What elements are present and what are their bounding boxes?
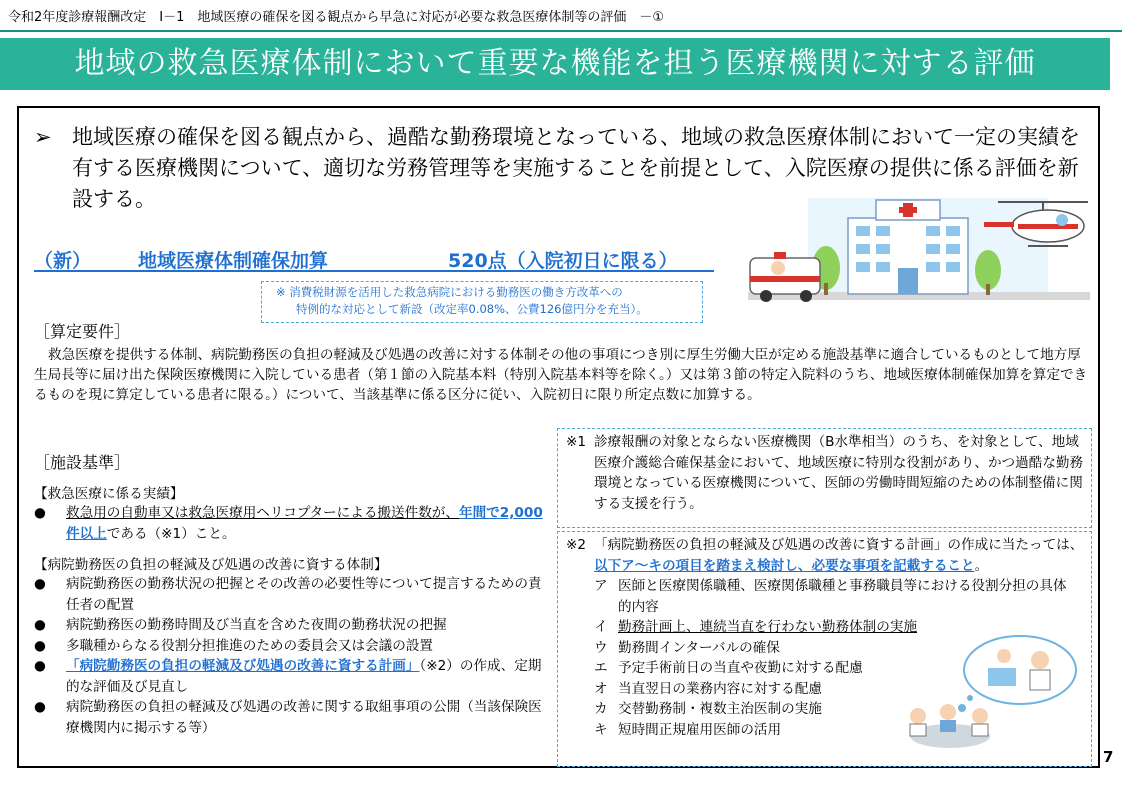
intro-text: 地域医療の確保を図る観点から、過酷な勤務環境となっている、地域の救急医療体制において一定の実績を有する医療機関について、適切な労務管理等を実施することを前提として、入院医療の提供に係る評価を新設する。 <box>72 125 1080 211</box>
ambulance-icon <box>750 252 820 302</box>
funding-note-line-1: ※ 消費税財源を活用した救急病院における勤務医の働き方改革への <box>276 285 623 299</box>
burden-subhead: 【病院勤務医の負担の軽減及び処遇の改善に資する体制】 <box>34 557 388 573</box>
item-text: 勤務間インターバルの確保 <box>618 639 780 656</box>
bullet-icon: ● <box>34 637 46 654</box>
list-item <box>594 576 1068 617</box>
note1-mark: ※1 <box>566 434 587 450</box>
requirements-body: 救急医療を提供する体制、病院勤務医の負担の軽減及び処遇の改善に対する体制その他の事項につき別に厚生労働大臣が定める施設基準に適合しているものとして地方厚生局長等に届け出た保険医療機関に入院している患者（第１節の入院基本料（特別入院基本料等を除く。）又は第３節の特定入院料のうち、地域医療体制確保加算を算定できるものを現に算定している患者に限る。）について、当該基準に係る区分に従い、入院初日に限り所定点数に加算する。 <box>34 347 1088 403</box>
requirements-label: ［算定要件］ <box>34 322 131 341</box>
addon-title <box>34 246 714 272</box>
requirements-text <box>34 345 1094 405</box>
list-item <box>34 574 546 615</box>
bullet-icon: ● <box>34 699 46 715</box>
burden-item-last: 病院勤務医の負担の軽減及び処遇の改善に関する取組事項の公開（当該保険医療機関内に掲示する等） <box>66 699 542 736</box>
item-text: 予定手術前日の当直や夜勤に対する配慮 <box>618 660 863 676</box>
list-item <box>34 636 546 657</box>
emergency-item-b: 年間で2,000件以上 <box>66 505 543 542</box>
emergency-item-c: である（※1）こと。 <box>106 525 236 542</box>
breadcrumb: 令和2年度診療報酬改定 Ⅰ－1 地域医療の確保を図る観点から早急に対応が必要な救急医療体制等の評価 －① <box>8 10 665 25</box>
item-text: 当直翌日の業務内容に対する配慮 <box>618 680 822 697</box>
item-text: 勤務計画上、連続当直を行わない勤務体制の実施 <box>618 619 918 635</box>
note1-text: 診療報酬の対象とならない医療機関（B水準相当）のうち、を対象として、地域医療介護総合確保基金において、地域医療に特別な役割があり、かつ過酷な勤務環境となっている医療機関について、医師の労働時間短縮のための体制整備に関する支援を行う。 <box>594 434 1084 512</box>
bullet-icon: ● <box>34 617 46 633</box>
list-item <box>34 656 546 697</box>
note2-mark: ※2 <box>566 537 587 553</box>
bullet-icon: ● <box>34 658 46 674</box>
standards-label: ［施設基準］ <box>34 453 131 472</box>
burden-item-1: 病院勤務医の勤務状況の把握とその改善の必要性等について提言するための責任者の配置 <box>66 576 542 613</box>
note2-text-c: 。 <box>974 557 989 574</box>
item-text: 短時間正規雇用医師の活用 <box>618 721 782 738</box>
note2-lead <box>594 535 1085 576</box>
note2-items <box>594 576 1067 740</box>
bullet-icon: ● <box>34 505 46 521</box>
list-item <box>34 615 546 636</box>
thought-cloud-icon <box>958 636 1076 712</box>
emergency-subhead: 【救急医療に係る実績】 <box>34 486 184 502</box>
addon-name: 地域医療体制確保加算 <box>138 250 329 272</box>
header-divider <box>0 30 1122 32</box>
note2-text-a: 「病院勤務医の負担の軽減及び処遇の改善に資する計画」の作成に当たっては、 <box>594 537 1084 553</box>
item-key: エ <box>594 660 608 676</box>
plan-item-b: （※2）の作成、定期的な評価及び見直し <box>66 658 542 695</box>
list-item <box>594 638 884 659</box>
funding-note-line-2: 特例的な対応として新設（改定率0.08%、公費126億円分を充当）。 <box>296 302 648 316</box>
item-key: イ <box>594 619 608 635</box>
meeting-table-icon <box>910 704 990 748</box>
item-key: ウ <box>594 639 608 656</box>
doctors-meeting-illustration <box>900 628 1080 758</box>
item-text: 医師と医療関係職種、医療関係職種と事務職員等における役割分担の具体的内容 <box>618 578 1067 615</box>
item-text: 交替勤務制・複数主治医制の実施 <box>618 701 822 717</box>
list-item <box>594 679 884 700</box>
burden-list <box>34 574 546 738</box>
item-key: カ <box>594 701 608 717</box>
arrow-bullet-icon: ➢ <box>34 125 52 149</box>
item-key: ア <box>594 578 608 594</box>
list-item <box>594 699 884 720</box>
emergency-list <box>34 503 544 544</box>
addon-new-tag: （新） <box>34 250 92 272</box>
note2-text-b: 以下ア～キの項目を踏まえ検討し、必要な事項を記載すること <box>594 557 975 574</box>
addon-points: 520点（入院初日に限る） <box>448 250 678 272</box>
item-key: キ <box>594 721 608 738</box>
burden-item-3: 多職種からなる役割分担推進のための委員会又は会議の設置 <box>66 637 434 654</box>
funding-note-box <box>261 281 703 323</box>
plan-item-a: 「病院勤務医の負担の軽減及び処遇の改善に資する計画」 <box>66 658 420 674</box>
list-item <box>34 503 544 544</box>
burden-item-2: 病院勤務医の勤務時間及び当直を含めた夜間の勤務状況の把握 <box>66 617 447 633</box>
hospital-illustration <box>748 188 1090 308</box>
note1-box <box>557 428 1092 528</box>
bullet-icon: ● <box>34 576 46 592</box>
list-item <box>594 720 884 741</box>
emergency-item-a: 救急用の自動車又は救急医療用ヘリコプターによる搬送件数が、 <box>66 505 459 521</box>
page-title: 地域の救急医療体制において重要な機能を担う医療機関に対する評価 <box>0 38 1110 90</box>
list-item <box>34 697 546 738</box>
item-key: オ <box>594 680 608 697</box>
page-number: 7 <box>1103 748 1114 766</box>
